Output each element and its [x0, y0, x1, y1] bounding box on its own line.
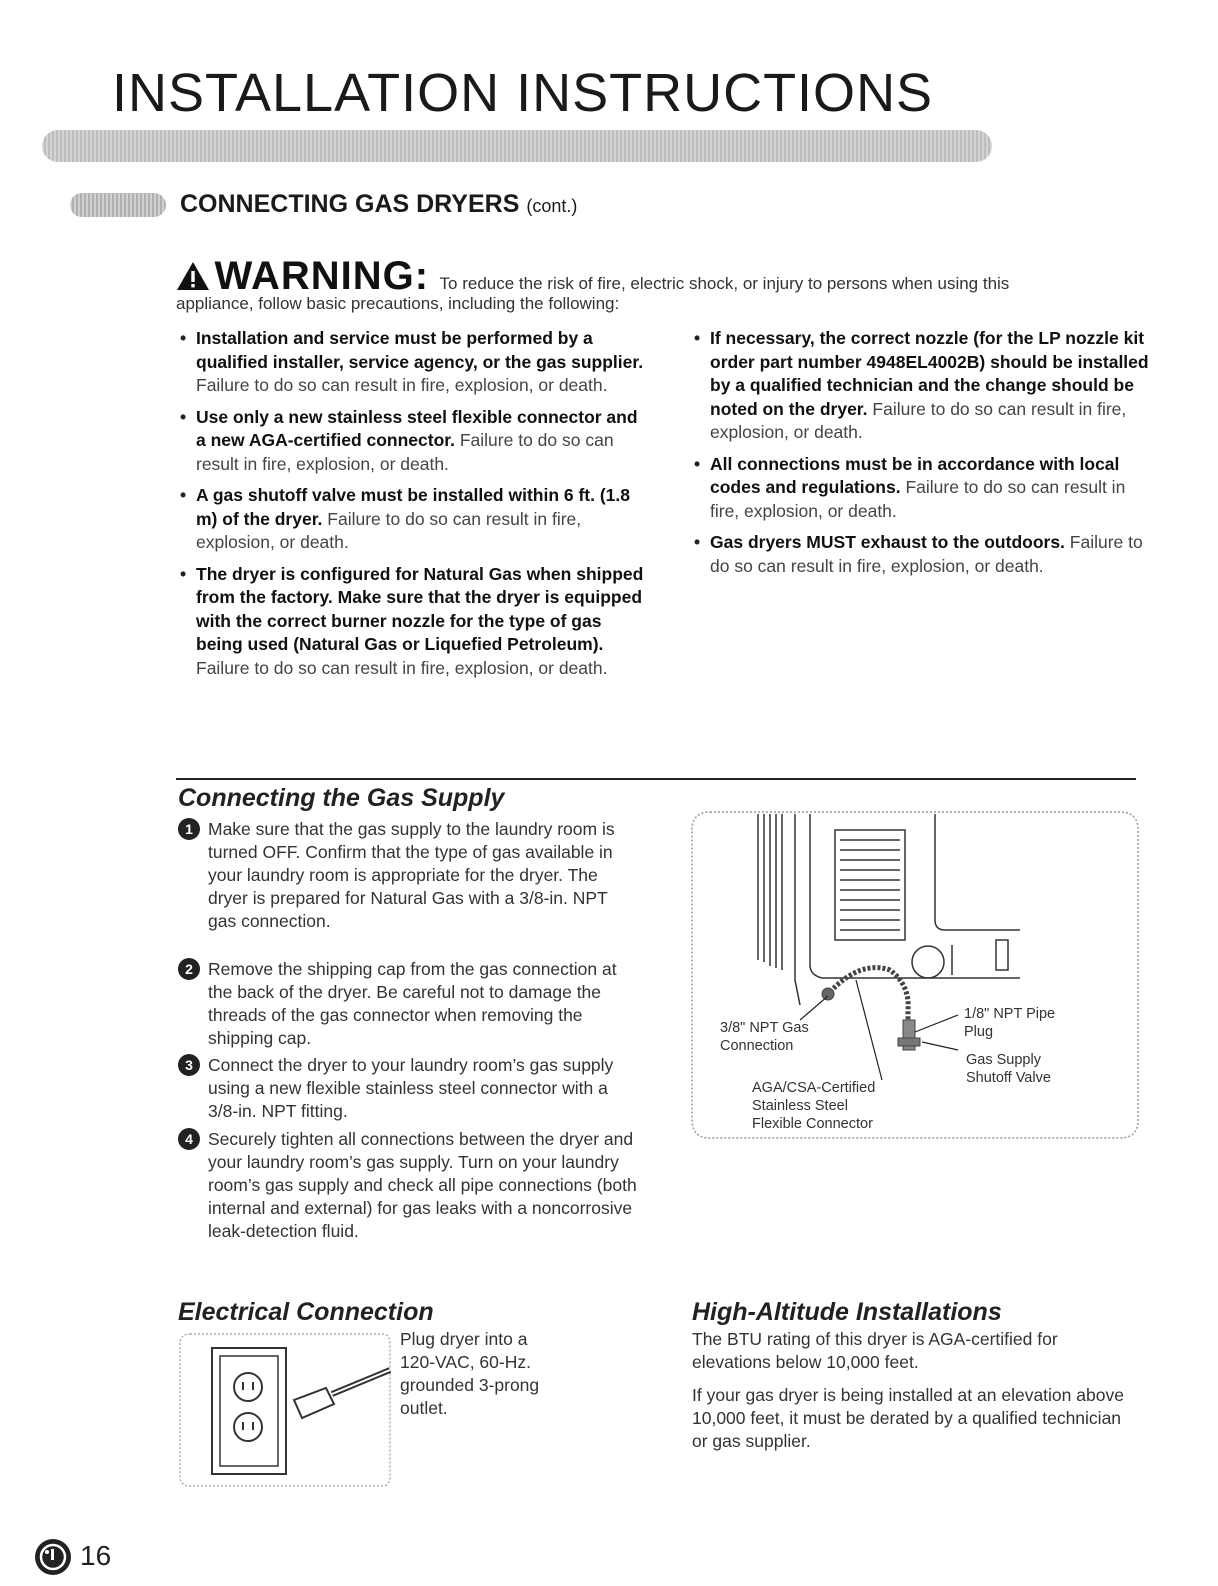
lg-logo-icon — [34, 1538, 72, 1576]
label-gas-connection-2: Connection — [720, 1038, 794, 1054]
electrical-text: Plug dryer into a 120-VAC, 60-Hz. grounded 3-prong outlet. — [400, 1329, 540, 1418]
step-number-icon: 4 — [178, 1128, 200, 1150]
outlet-illustration — [176, 1330, 396, 1490]
page-title: INSTALLATION INSTRUCTIONS — [112, 63, 934, 123]
section-heading — [180, 190, 577, 219]
dryer-back-drawing — [758, 814, 1020, 1005]
warning-line — [176, 254, 1136, 299]
warning-text-line1: To reduce the risk of fire, electric shock, or injury to persons when using this — [439, 274, 1010, 293]
label-connector-3: Flexible Connector — [752, 1116, 873, 1132]
gas-connection-illustration — [690, 810, 1140, 1140]
bullet-item: • The dryer is configured for Natural Gas when shipped from the factory. Make sure that the dryer is equipped with the correct burner nozzle for the type of gas being used (Natural Gas or Liquefied Petroleum). Failure to do so can result in fire, explosion, or death. — [176, 563, 646, 681]
bullet-item: • Use only a new stainless steel flexible connector and a new AGA-certified connector. Failure to do so can result in fire, explosion, or death. — [176, 406, 646, 477]
title-decorative-bar — [42, 130, 992, 162]
label-gas-connection: 3/8" NPT Gas — [720, 1020, 809, 1036]
label-pipe-plug-2: Plug — [964, 1024, 994, 1040]
step-number-icon: 3 — [178, 1054, 200, 1076]
warning-word: WARNING: — [214, 254, 430, 298]
section-heading-text: CONNECTING GAS DRYERS — [180, 190, 520, 218]
section-divider — [176, 778, 1136, 780]
step-number-icon: 1 — [178, 818, 200, 840]
bullet-item: • Gas dryers MUST exhaust to the outdoors. Failure to do so can result in fire, explosion, or death. — [690, 531, 1150, 578]
warning-triangle-icon — [176, 261, 210, 291]
step-4: 4 Securely tighten all connections between the dryer and your laundry room’s gas supply. Turn on your laundry room’s gas supply and check all pipe connections (both internal and external) for gas leaks with a noncorrosive leak-detection fluid. — [178, 1128, 638, 1243]
section-bullet-pill — [70, 193, 166, 217]
section-heading-suffix: (cont.) — [526, 196, 578, 216]
label-connector-2: Stainless Steel — [752, 1098, 848, 1114]
bullet-item: • A gas shutoff valve must be installed within 6 ft. (1.8 m) of the dryer. Failure to do so can result in fire, explosion, or death. — [176, 484, 646, 555]
step-1: 1 Make sure that the gas supply to the laundry room is turned OFF. Confirm that the type of gas available in your laundry room is appropriate for the dryer. The dryer is prepared for Natural Gas with a 3/8-in. NPT gas connection. — [178, 818, 638, 933]
altitude-para-1: The BTU rating of this dryer is AGA-certified for elevations below 10,000 feet. — [692, 1329, 1058, 1372]
label-connector: AGA/CSA-Certified — [752, 1080, 876, 1096]
step-number-icon: 2 — [178, 958, 200, 980]
warning-text-line2: appliance, follow basic precautions, including the following: — [176, 294, 620, 313]
right-bullet-list — [690, 327, 1150, 586]
bullet-item: • Installation and service must be performed by a qualified installer, service agency, or the gas supplier. Failure to do so can result in fire, explosion, or death. — [176, 327, 646, 398]
step-3: 3 Connect the dryer to your laundry room’s gas supply using a new flexible stainless steel connector with a 3/8-in. NPT fitting. — [178, 1054, 638, 1123]
bullet-item: • All connections must be in accordance with local codes and regulations. Failure to do so can result in fire, explosion, or death. — [690, 453, 1150, 524]
step-2: 2 Remove the shipping cap from the gas connection at the back of the dryer. Be careful not to damage the threads of the gas connector when removing the shipping cap. — [178, 958, 638, 1050]
electrical-heading: Electrical Connection — [178, 1298, 434, 1326]
bullet-item: • If necessary, the correct nozzle (for the LP nozzle kit order part number 4948EL4002B) should be installed by a qualified technician and the change should be noted on the dryer. Failure to do so can result in fire, explosion, or death. — [690, 327, 1150, 445]
gas-supply-heading: Connecting the Gas Supply — [178, 784, 505, 812]
left-bullet-list — [176, 327, 646, 688]
label-pipe-plug: 1/8" NPT Pipe — [964, 1006, 1056, 1022]
altitude-heading: High-Altitude Installations — [692, 1298, 1002, 1326]
altitude-para-2: If your gas dryer is being installed at an elevation above 10,000 feet, it must be derated by a qualified technician or gas supplier. — [692, 1385, 1124, 1451]
label-shutoff: Gas Supply — [966, 1052, 1041, 1068]
page-number: 16 — [80, 1540, 112, 1571]
label-shutoff-2: Shutoff Valve — [966, 1070, 1051, 1086]
